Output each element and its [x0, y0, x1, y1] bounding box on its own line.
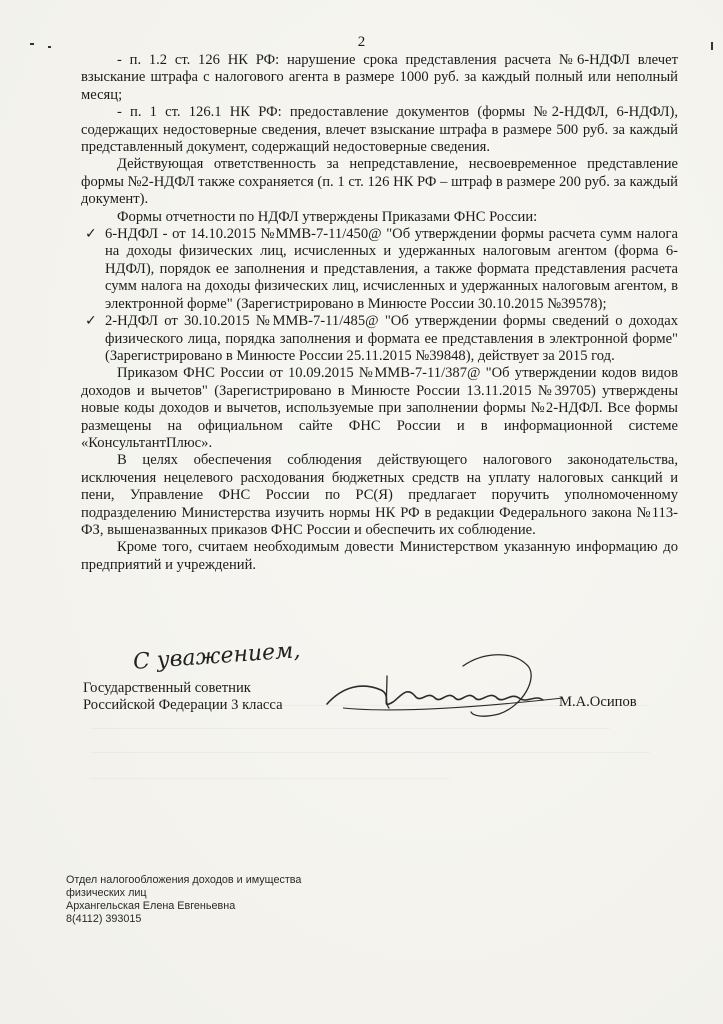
signer-title-line: Государственный советник — [83, 680, 251, 696]
paragraph: - п. 1 ст. 126.1 НК РФ: предоставление документов (формы №2-НДФЛ, 6-НДФЛ), содержащих недостоверные сведения, влечет взыскание штрафа в размере 500 руб. за каждый представленный документ, содержащий недостоверные сведения. — [81, 104, 678, 156]
footer-line: 8(4112) 393015 — [66, 913, 142, 925]
paragraph: - п. 1.2 ст. 126 НК РФ: нарушение срока представления расчета №6-НДФЛ влечет взыскание штрафа с налогового агента в размере 1000 руб. за каждый полный или неполный месяц; — [81, 52, 678, 103]
footer-line: физических лиц — [66, 887, 147, 899]
paragraph: Действующая ответственность за непредставление, несвоевременное представление формы №2-НДФЛ также сохраняется (п. 1 ст. 126 НК РФ – штраф в размере 200 руб. за каждый документ). — [81, 156, 678, 208]
signature-block — [83, 638, 683, 724]
checklist-item-text: 6-НДФЛ - от 14.10.2015 №ММВ-7-11/450@ "Об утверждении формы расчета сумм налога на доходы физических лиц, исчисленных и удержанных налоговым агентом (форма 6-НДФЛ), порядок ее заполнения и представления, а также формата представления расчета сумм налога на доходы физических лиц, исчисленных и удержанных налоговым агентом, в электронной форме" (Зарегистрировано в Минюсте России 30.10.2015 №39578); — [105, 226, 678, 312]
checklist-item-text: 2-НДФЛ от 30.10.2015 №ММВ-7-11/485@ "Об утверждении формы сведений о доходах физического лица, порядка заполнения и формата ее представления в электронной форме" (Зарегистрировано в Минюсте России 25.11.2015 №39848), действует за 2015 год. — [105, 313, 678, 364]
checkmark-icon: ✓ — [85, 226, 97, 243]
checklist-item — [81, 313, 678, 365]
signer-name: М.А.Осипов — [559, 694, 637, 710]
paragraph: В целях обеспечения соблюдения действующего налогового законодательства, исключения нецелевого расходования бюджетных средств на уплату налоговых санкций и пени, Управление ФНС России по РС(Я) предлагает поручить уполномоченному подразделению Министерства изучить нормы НК РФ в редакции Федерального закона №113-ФЗ, вышеназванных приказов ФНС России и обеспечить их соблюдение. — [81, 452, 678, 538]
checklist-item — [81, 226, 678, 313]
paragraph: Приказом ФНС России от 10.09.2015 №ММВ-7-11/387@ "Об утверждении кодов видов доходов и вычетов" (Зарегистрировано в Минюсте России 13.11.2015 №39705) утверждены новые коды доходов и вычетов, используемые при заполнении формы №2-НДФЛ. Все формы размещены на официальном сайте ФНС России и в информационной системе «КонсультантПлюс». — [81, 365, 678, 451]
page-number: 2 — [357, 34, 366, 50]
signer-title — [83, 680, 283, 715]
checkmark-icon: ✓ — [85, 313, 97, 330]
signer-title-line: Российской Федерации 3 класса — [83, 697, 283, 714]
handwritten-salutation: С уважением, — [132, 638, 302, 675]
executor-info — [66, 874, 301, 926]
footer-line: Отдел налогообложения доходов и имущества — [66, 874, 302, 886]
paragraph: Кроме того, считаем необходимым довести Министерством указанную информацию до предприятий и учреждений. — [81, 539, 678, 573]
letter-body — [81, 52, 678, 574]
handwritten-signature — [323, 646, 583, 724]
forms-checklist — [81, 226, 678, 365]
footer-line: Архангельская Елена Евгеньевна — [66, 900, 236, 912]
paragraph: Формы отчетности по НДФЛ утверждены Приказами ФНС России: — [117, 208, 538, 225]
